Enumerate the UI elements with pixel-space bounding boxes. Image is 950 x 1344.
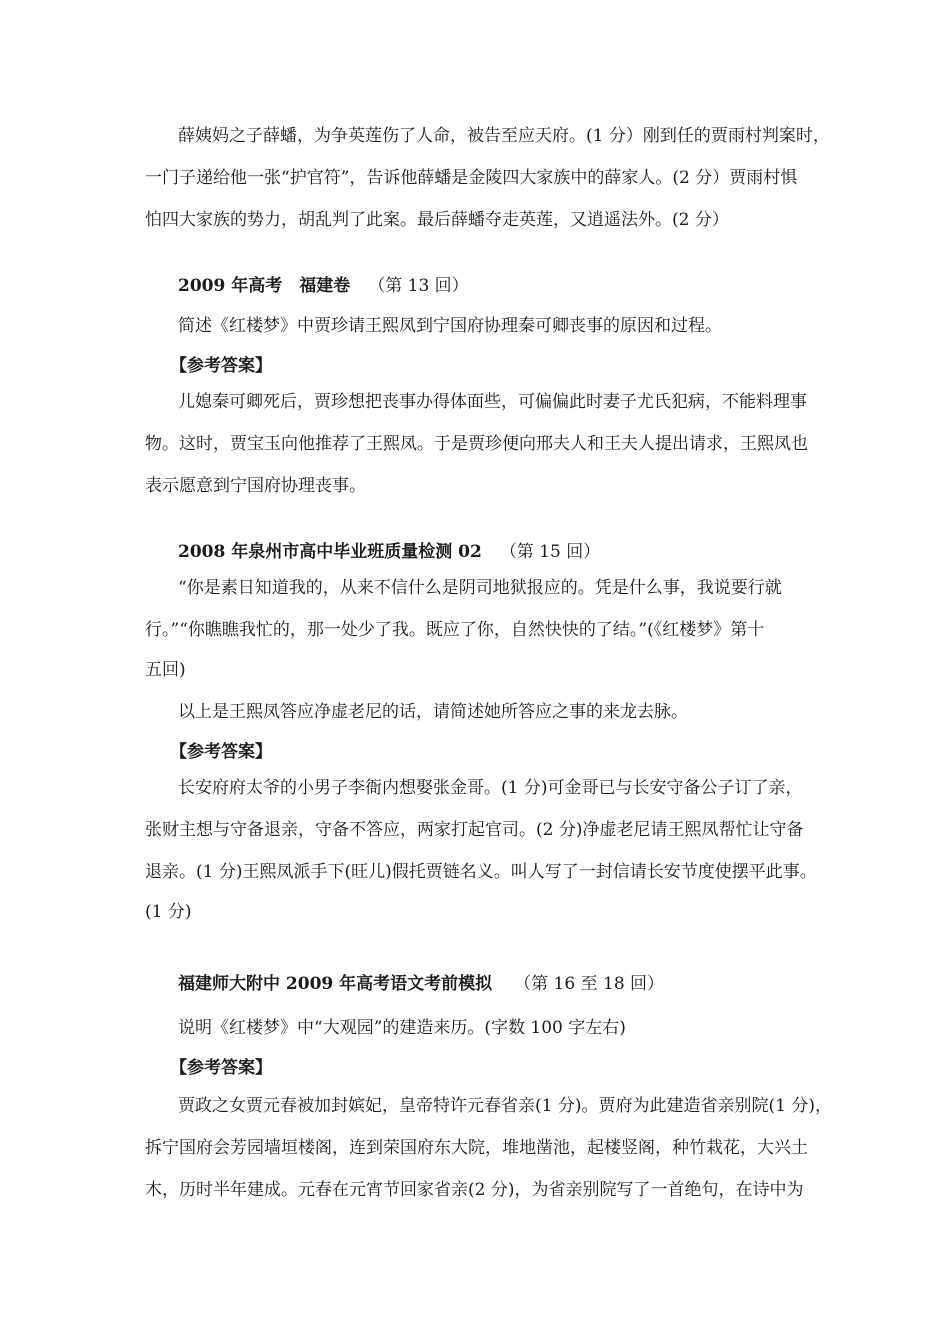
answer-line: 贾政之女贾元春被加封嫔妃，皇帝特许元春省亲(1 分)。贾府为此建造省亲别院(1 分)，	[178, 1096, 832, 1116]
answer-line: 退亲。(1 分)王熙凤派手下(旺儿)假托贾链名义。叫人写了一封信请长安节度使摆平此事。	[145, 862, 817, 882]
quote-line: 五回)	[145, 660, 186, 680]
answer-line: 长安府府太爷的小男子李衙内想娶张金哥。(1 分)可金哥已与长安守备公子订了亲，	[178, 778, 803, 798]
answer-line: 木，历时半年建成。元春在元宵节回家省亲(2 分)，为省亲别院写了一首绝句，在诗中为	[145, 1180, 804, 1200]
answer-label: 【参考答案】	[170, 356, 272, 376]
question-source: 2008 年泉州市高中毕业班质量检测 02	[178, 542, 482, 562]
question-source: 福建师大附中 2009 年高考语文考前模拟	[178, 974, 493, 994]
question-chapter: （第 13 回）	[368, 276, 469, 296]
answer-line: 儿媳秦可卿死后，贾珍想把丧事办得体面些，可偏偏此时妻子尤氏犯病，不能料理事	[178, 392, 807, 412]
question-chapter: （第 16 至 18 回）	[514, 974, 665, 994]
answer-line: 拆宁国府会芳园墙垣楼阁，连到荣国府东大院，堆地凿池，起楼竖阁，种竹栽花，大兴土	[145, 1138, 808, 1158]
answer-line: 物。这时，贾宝玉向他推荐了王熙凤。于是贾珍便向邢夫人和王夫人提出请求，王熙凤也	[145, 434, 808, 454]
question-text: 说明《红楼梦》中“大观园”的建造来历。(字数 100 字左右)	[178, 1018, 626, 1038]
question-text: 简述《红楼梦》中贾珍请王熙凤到宁国府协理秦可卿丧事的原因和过程。	[178, 316, 722, 336]
paragraph-line: 一门子递给他一张“护官符”，告诉他薛蟠是金陵四大家族中的薛家人。(2 分）贾雨村惧	[145, 168, 798, 188]
question-chapter: （第 15 回）	[499, 542, 601, 562]
question-heading	[178, 274, 469, 298]
answer-line: (1 分)	[145, 902, 192, 922]
question-source: 2009 年高考 福建卷	[178, 276, 351, 296]
question-heading	[178, 540, 600, 564]
question-text: 以上是王熙凤答应净虚老尼的话，请简述她所答应之事的来龙去脉。	[178, 702, 688, 722]
answer-label: 【参考答案】	[170, 742, 272, 762]
answer-label: 【参考答案】	[170, 1058, 272, 1078]
question-heading	[178, 972, 664, 996]
answer-line: 张财主想与守备退亲，守备不答应，两家打起官司。(2 分)净虚老尼请王熙凤帮忙让守备	[145, 820, 804, 840]
answer-line: 表示愿意到宁国府协理丧事。	[145, 476, 366, 496]
paragraph-line: 怕四大家族的势力，胡乱判了此案。最后薛蟠夺走英莲，又逍遥法外。(2 分）	[145, 210, 729, 230]
quote-line: 行。”“你瞧瞧我忙的，那一处少了我。既应了你，自然快快的了结。”(《红楼梦》第十	[145, 620, 765, 640]
quote-line: “你是素日知道我的，从来不信什么是阴司地狱报应的。凭是什么事，我说要行就	[178, 578, 782, 598]
paragraph-line: 薛姨妈之子薛蟠，为争英莲伤了人命，被告至应天府。(1 分）刚到任的贾雨村判案时，	[178, 126, 830, 146]
